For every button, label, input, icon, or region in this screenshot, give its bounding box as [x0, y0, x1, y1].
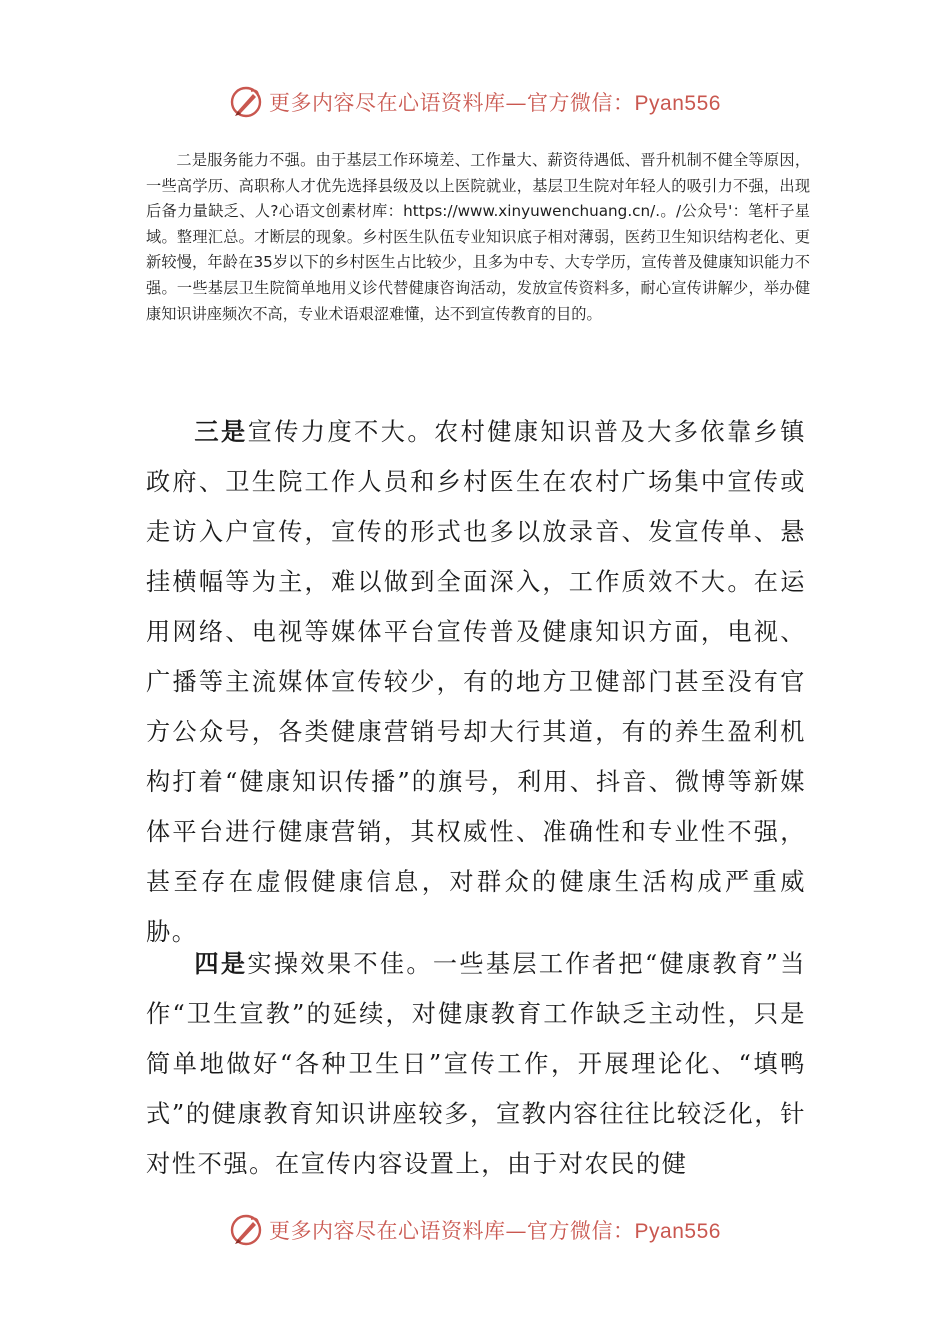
paragraph-4-body: 实操效果不佳。一些基层工作者把“健康教育”当作“卫生宣教”的延续，对健康教育工作缺乏主动性，只是简单地做好“各种卫生日”宣传工作，开展理论化、“填鸭式”的健康教育知识讲座较多，宣教内容往往比较泛化，针对性不强。在宣传内容设置上，由于对农民的健 — [146, 950, 806, 1178]
paragraph-3-body: 宣传力度不大。农村健康知识普及大多依靠乡镇政府、卫生院工作人员和乡村医生在农村广场集中宣传或走访入户宣传，宣传的形式也多以放录音、发宣传单、悬挂横幅等为主，难以做到全面深入，工作质效不大。在运用网络、电视等媒体平台宣传普及健康知识方面，电视、广播等主流媒体宣传较少，有的地方卫健部门甚至没有官方公众号，各类健康营销号却大行其道，有的养生盈利机构打着“健康知识传播”的旗号，利用、抖音、微博等新媒体平台进行健康营销，其权威性、准确性和专业性不强，甚至存在虚假健康信息，对群众的健康生活构成严重威胁。 — [146, 418, 806, 946]
pen-logo-icon — [229, 85, 263, 119]
pen-logo-icon — [229, 1213, 263, 1247]
paragraph-4-lead: 四是 — [194, 950, 248, 978]
paragraph-3-lead: 三是 — [194, 418, 248, 446]
header-banner — [0, 84, 950, 120]
footer-banner-text: 更多内容尽在心语资料库—官方微信：Pyan556 — [269, 1219, 721, 1243]
footer-banner — [0, 1212, 950, 1248]
header-banner-text: 更多内容尽在心语资料库—官方微信：Pyan556 — [269, 91, 721, 115]
header-banner-handle: Pyan556 — [634, 92, 721, 115]
paragraph-practical-effect — [146, 939, 806, 1189]
footer-banner-handle: Pyan556 — [634, 1220, 721, 1243]
paragraph-publicity-strength — [146, 407, 806, 957]
paragraph-service-capacity: 二是服务能力不强。由于基层工作环境差、工作量大、薪资待遇低、晋升机制不健全等原因，一些高学历、高职称人才优先选择县级及以上医院就业，基层卫生院对年轻人的吸引力不强，出现后备力量缺乏、人?心语文创素材库：https://www.xinyuwenchuang.cn/.。/公众号'：笔杆子星域。整理汇总。才断层的现象。乡村医生队伍专业知识底子相对薄弱，医药卫生知识结构老化、更新较慢，年龄在35岁以下的乡村医生占比较少，且多为中专、大专学历，宣传普及健康知识能力不强。一些基层卫生院简单地用义诊代替健康咨询活动，发放宣传资料多，耐心宣传讲解少，举办健康知识讲座频次不高，专业术语艰涩难懂，达不到宣传教育的目的。 — [146, 151, 810, 323]
